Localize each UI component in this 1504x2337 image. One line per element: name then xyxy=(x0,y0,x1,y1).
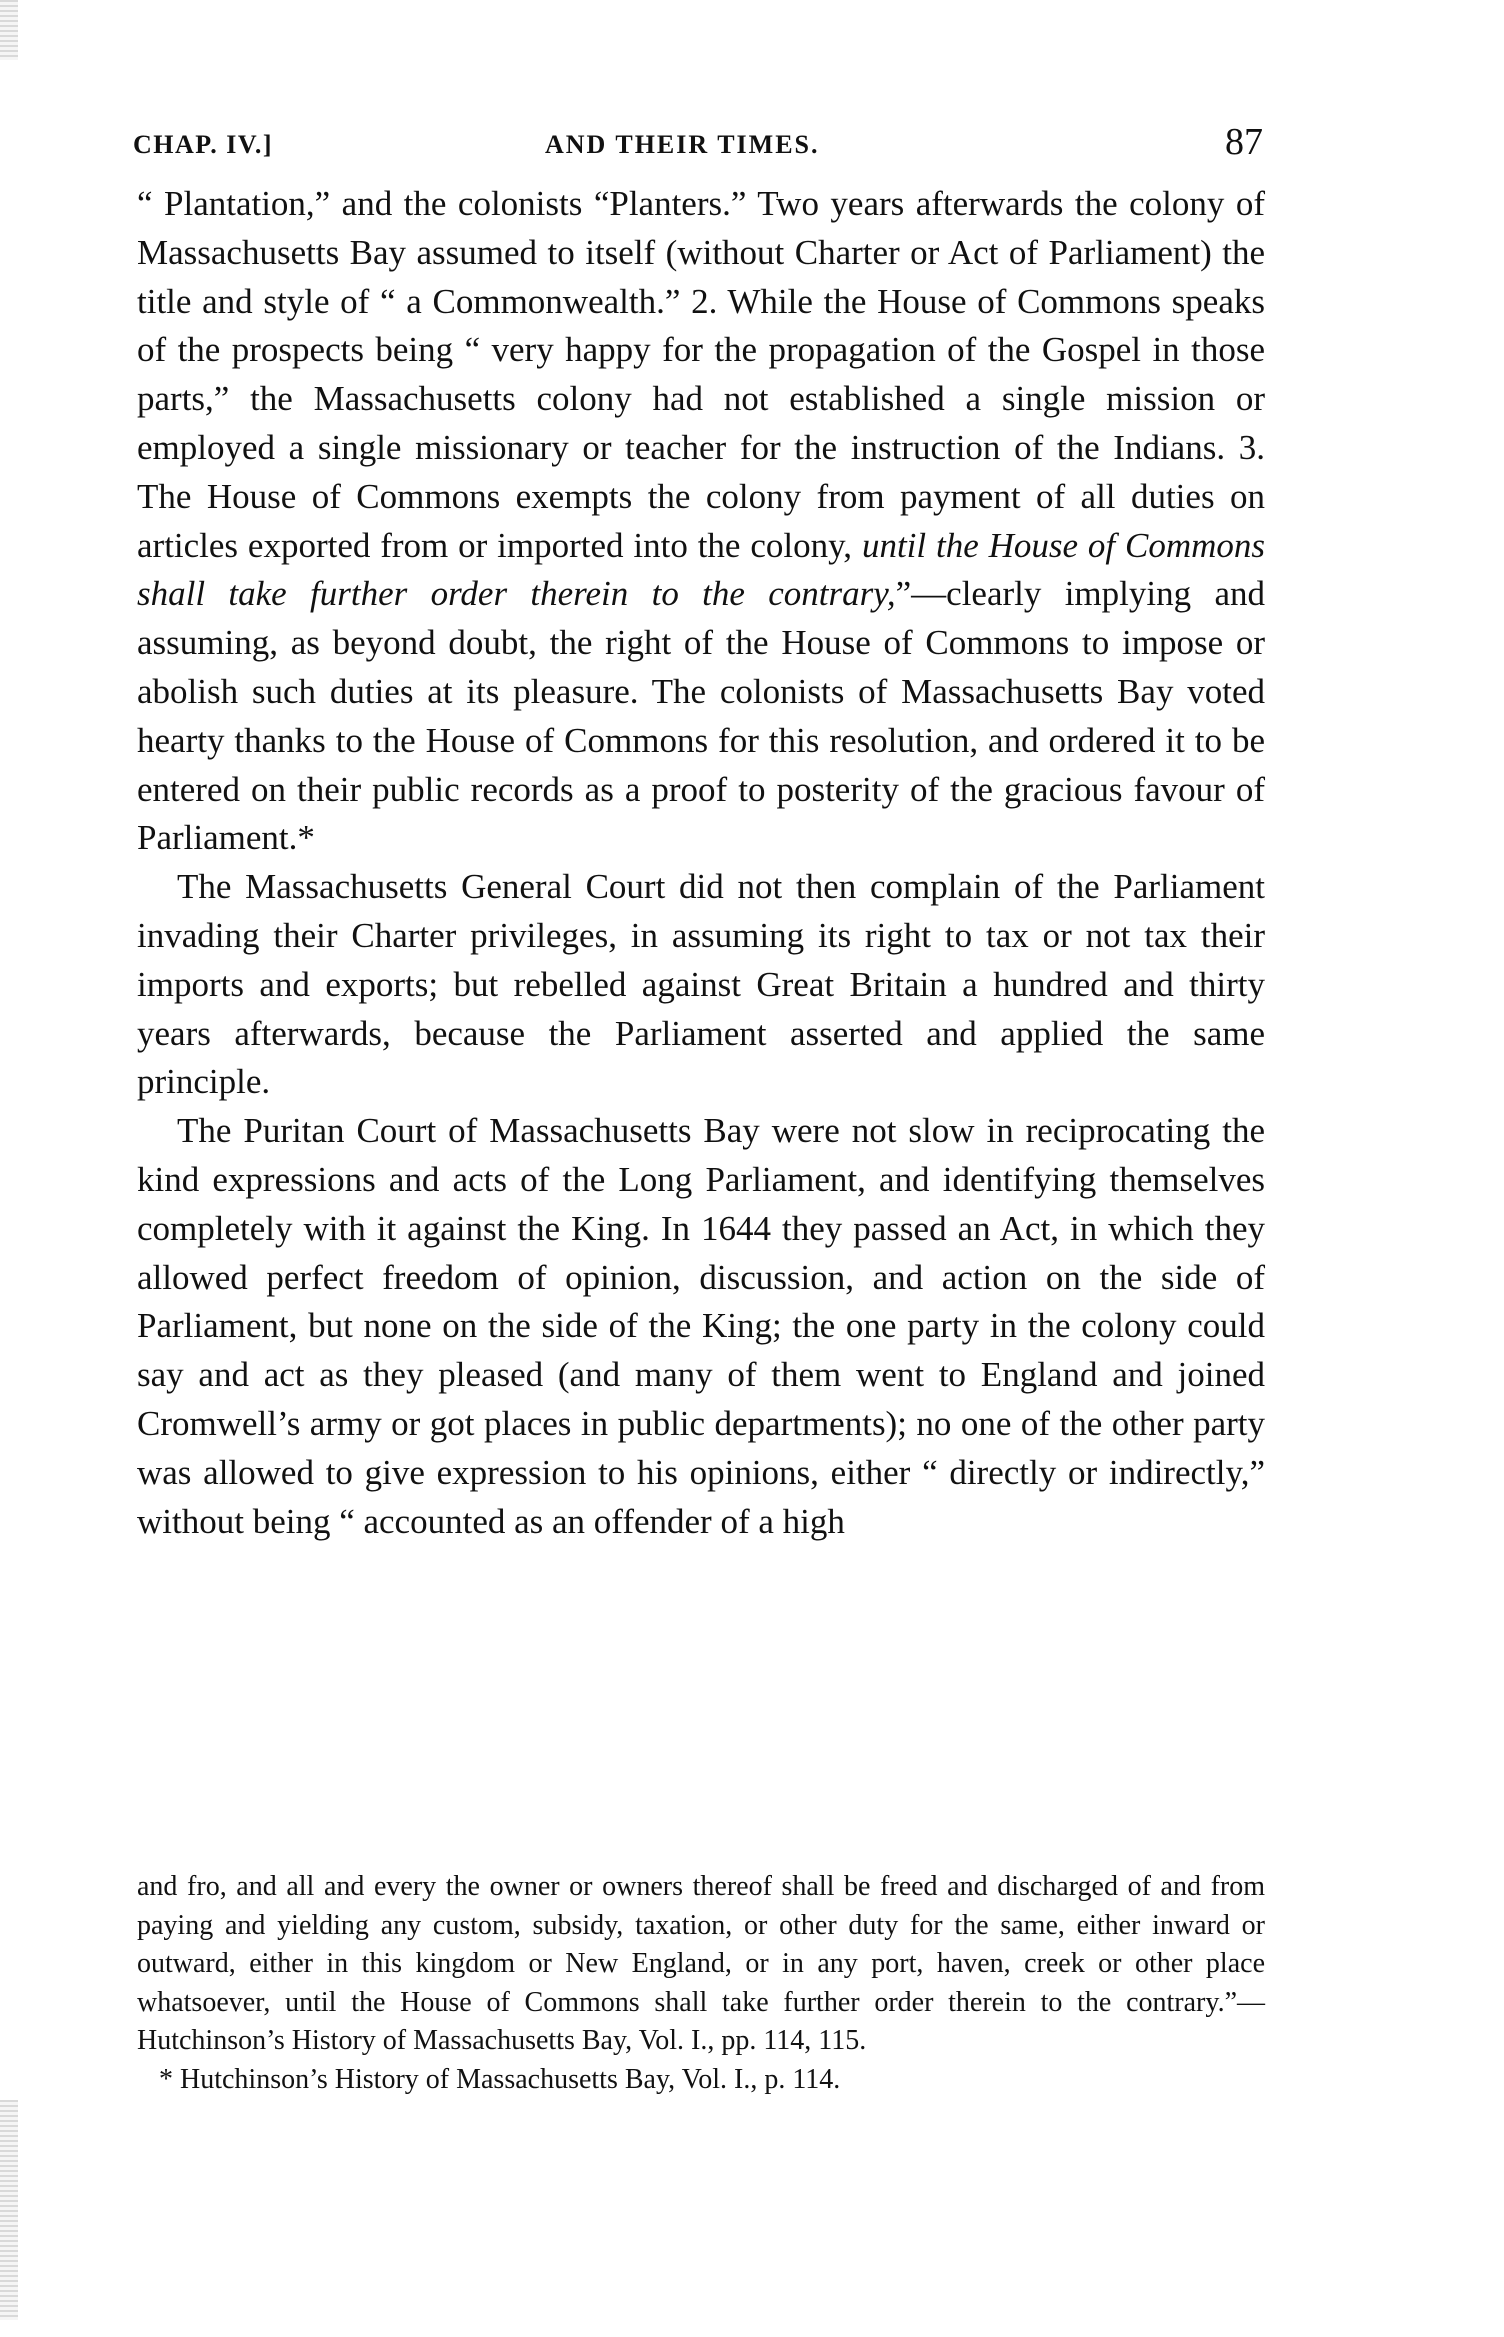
paragraph-2: The Massachusetts General Court did not then complain of the Parliament invading their Charter privileges, in assuming its right to tax or not tax their imports and exports; but rebelled against Great Britain a hundred and thirty years afterwards, because the Parliament asserted and applied the same principle. xyxy=(137,867,1265,1102)
paragraph-1-text-a: “ Plantation,” and the colonists “Planters.” Two years afterwards the colony of Massachusetts Bay assumed to itself (without Charter or Act of Parliament) the title and style of “ a Commonwealth.” 2. While the House of Commons speaks of the prospects being “ very happy for the propagation of the Gospel in those parts,” the Massachusetts colony had not established a single mission or employed a single missionary or teacher for the instruction of the Indians. 3. The House of Commons exempts the colony from payment of all duties on articles exported from or imported into the colony, xyxy=(137,184,1265,565)
page-edge-shadow-top xyxy=(0,0,18,60)
page-number: 87 xyxy=(1225,121,1263,163)
body-text xyxy=(137,180,1265,1546)
page-edge-shadow-bottom xyxy=(0,2100,18,2320)
running-head xyxy=(133,120,1263,170)
footnotes xyxy=(137,1868,1265,2099)
paragraph-1-italic-quote: until the House of Commons shall take further order therein to the contrary, xyxy=(137,525,1266,614)
paragraph-1 xyxy=(137,180,1265,863)
chapter-label: CHAP. IV.] xyxy=(133,130,273,159)
paragraph-3: The Puritan Court of Massachusetts Bay were not slow in reciprocating the kind expressions and acts of the Long Parliament, and identifying themselves completely with it against the King. In 1644 they passed an Act, in which they allowed perfect freedom of opinion, discussion, and action on the side of Parliament, but none on the side of the King; the one party in the colony could say and act as they pleased (and many of them went to England and joined Cromwell’s army or got places in public departments); no one of the other party was allowed to give expression to his opinions, either “ directly or indirectly,” without being “ accounted as an offender of a high xyxy=(137,1111,1265,1541)
paragraph-1-text-b: ”—clearly implying and assuming, as beyond doubt, the right of the House of Commons to impose or abolish such duties at its pleasure. The colonists of Massachusetts Bay voted hearty thanks to the House of Commons for this resolution, and ordered it to be entered on their public records as a proof to posterity of the gracious favour of Parliament.* xyxy=(137,574,1265,858)
footnote-continued: and fro, and all and every the owner or owners thereof shall be freed and discharged of and from paying and yielding any custom, subsidy, taxation, or other duty for the same, either inward or outward, either in this kingdom or New England, or in any port, haven, creek or other place whatsoever, until the House of Commons shall take further order therein to the contrary.”— Hutchinson’s History of Massachusetts Bay, Vol. I., pp. 114, 115. xyxy=(137,1871,1265,2056)
footnote-star: * Hutchinson’s History of Massachusetts Bay, Vol. I., p. 114. xyxy=(159,2063,841,2095)
running-title: AND THEIR TIMES. xyxy=(545,130,820,159)
